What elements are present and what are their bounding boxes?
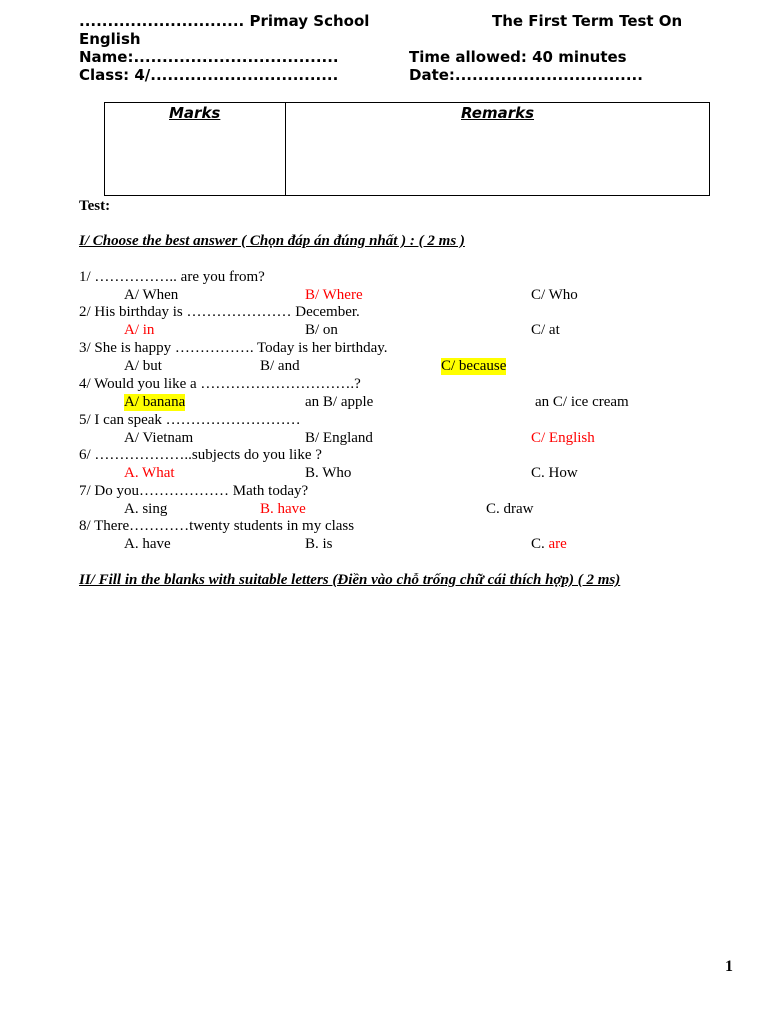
table-divider — [285, 103, 286, 195]
q8-option-c-prefix: C. — [531, 536, 545, 552]
q5-option-b: B/ England — [305, 430, 373, 446]
q1-option-a: A/ When — [124, 287, 179, 303]
test-title: The First Term Test On — [492, 12, 683, 30]
q6-option-a: A. What — [124, 465, 175, 481]
subject: English — [79, 30, 141, 48]
school-line: ............................. Primay School — [79, 12, 370, 30]
marks-header: Marks — [169, 104, 221, 122]
q2-option-c: C/ at — [531, 322, 560, 338]
class-field: Class: 4/................................. — [79, 66, 339, 84]
q6-option-c: C. How — [531, 465, 578, 481]
section-2-title: II/ Fill in the blanks with suitable letters (Điền vào chỗ trống chữ cái thích hợp) ( 2 ms) — [79, 572, 621, 588]
q4-option-a: A/ banana — [124, 394, 186, 410]
q6-option-b: B. Who — [305, 465, 352, 481]
q4-option-c: an C/ ice cream — [535, 394, 629, 410]
q8-option-a: A. have — [124, 536, 171, 552]
q3-option-b: B/ and — [260, 358, 300, 374]
page-number: 1 — [725, 958, 733, 975]
question-4: 4/ Would you like a ………………………….? — [79, 376, 361, 392]
question-2: 2/ His birthday is ………………… December. — [79, 304, 360, 320]
q3-option-a: A/ but — [124, 358, 162, 374]
q1-option-b: B/ Where — [305, 287, 363, 303]
question-8: 8/ There…………twenty students in my class — [79, 518, 355, 534]
q4-option-b: an B/ apple — [305, 394, 374, 410]
question-6: 6/ ………………..subjects do you like ? — [79, 447, 322, 463]
q8-option-c-answer: are — [548, 536, 567, 552]
q7-option-a: A. sing — [124, 501, 168, 517]
q7-option-b: B. have — [260, 501, 306, 517]
remarks-header: Remarks — [461, 104, 535, 122]
test-label: Test: — [79, 198, 111, 214]
q7-option-c: C. draw — [486, 501, 534, 517]
date-field: Date:................................. — [409, 66, 643, 84]
time-allowed: Time allowed: 40 minutes — [409, 48, 627, 66]
q5-option-a: A/ Vietnam — [124, 430, 194, 446]
marks-remarks-table — [104, 102, 710, 196]
question-7: 7/ Do you……………… Math today? — [79, 483, 309, 499]
question-5: 5/ I can speak ……………………… — [79, 412, 301, 428]
name-field: Name:.................................... — [79, 48, 339, 66]
q3-option-c: C/ because — [441, 358, 507, 374]
q2-option-a: A/ in — [124, 322, 155, 338]
section-1-title: I/ Choose the best answer ( Chọn đáp án đúng nhất ) : ( 2 ms ) — [79, 233, 465, 249]
q1-option-c: C/ Who — [531, 287, 578, 303]
question-3: 3/ She is happy ……………. Today is her birthday. — [79, 340, 388, 356]
q2-option-b: B/ on — [305, 322, 338, 338]
q8-option-c — [531, 536, 567, 553]
q8-option-b: B. is — [305, 536, 333, 552]
question-1: 1/ …………….. are you from? — [79, 269, 265, 285]
q5-option-c: C/ English — [531, 430, 595, 446]
